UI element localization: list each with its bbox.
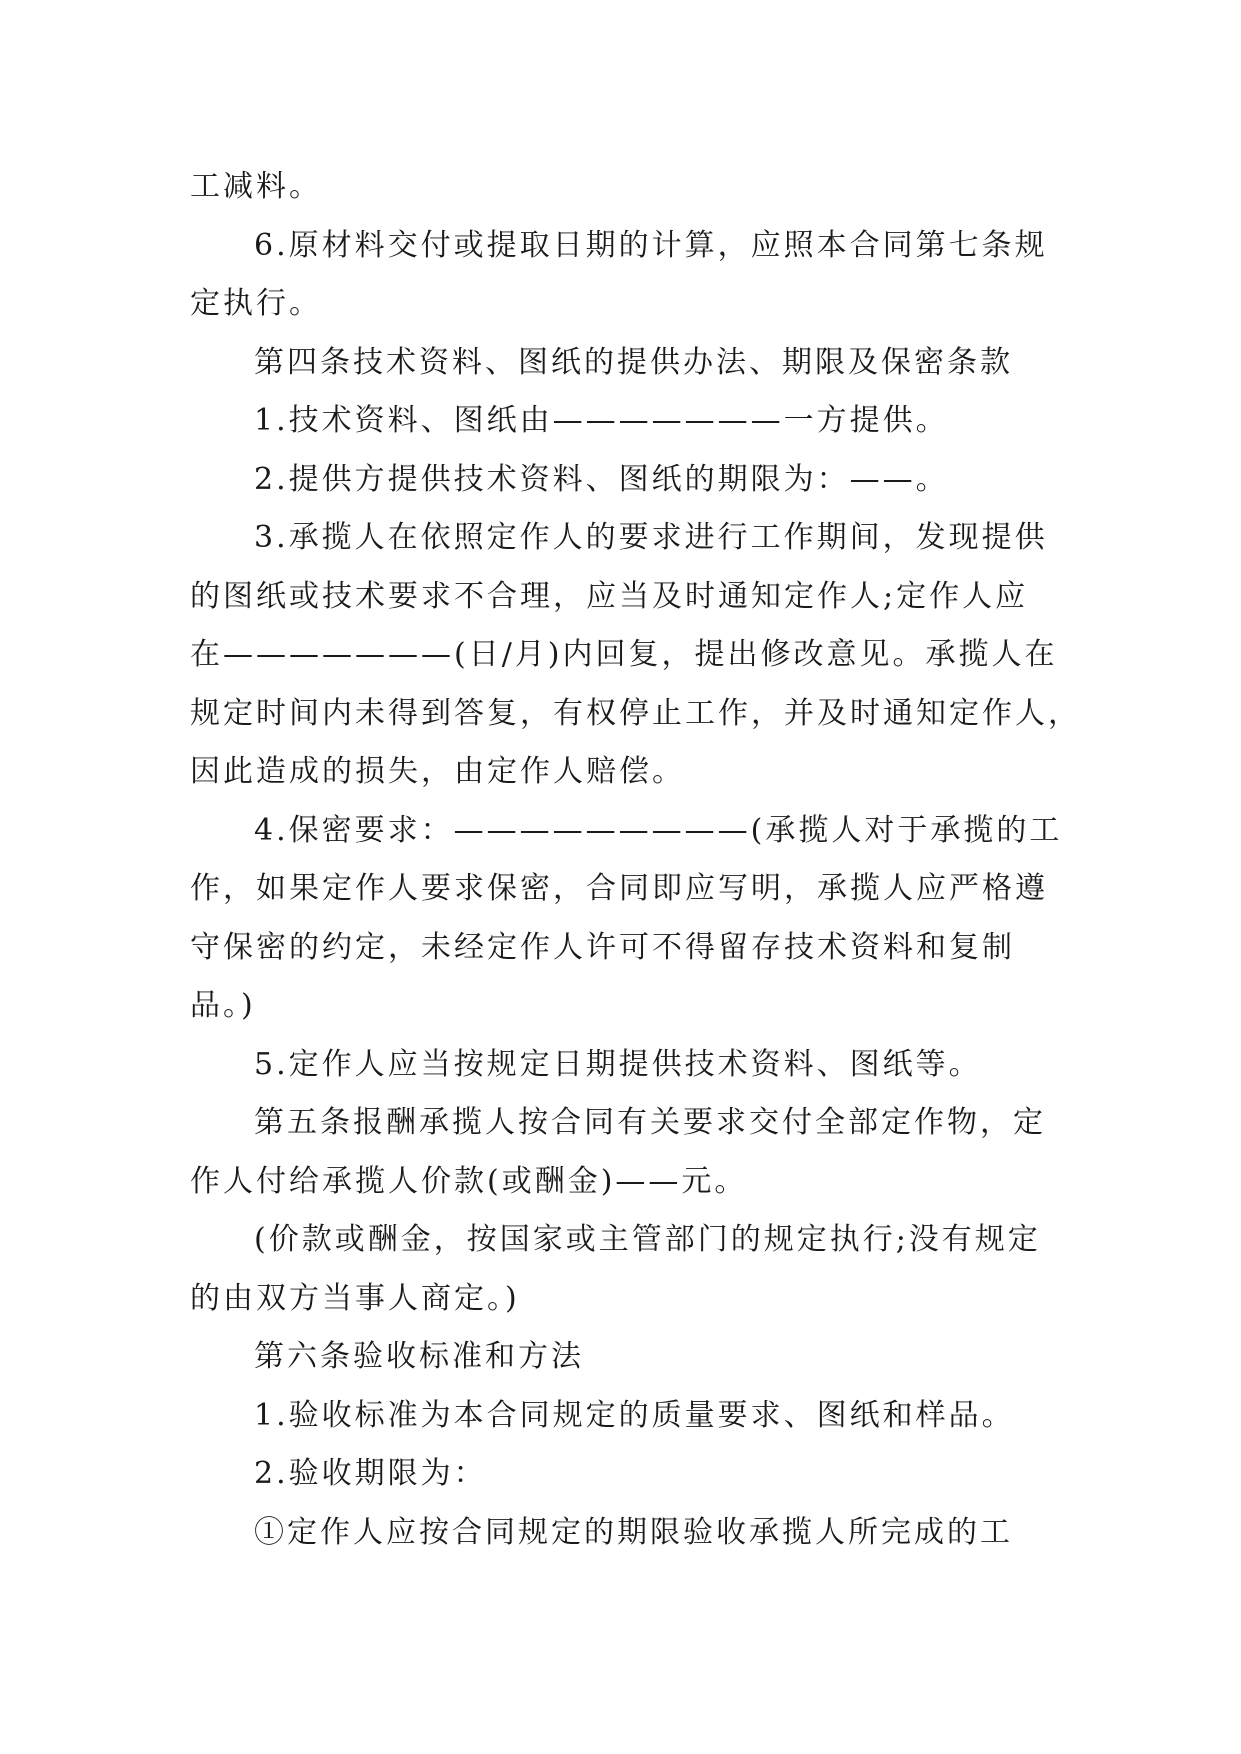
text-line: 的图纸或技术要求不合理，应当及时通知定作人;定作人应 (190, 578, 1029, 614)
text-line: 作人付给承揽人价款(或酬金)——元。 (190, 1163, 748, 1199)
text-line: 因此造成的损失，由定作人赔偿。 (190, 754, 685, 789)
text-line: 4.保密要求：—————————(承揽人对于承揽的工 (254, 812, 1063, 848)
text-line: 守保密的约定，未经定作人许可不得留存技术资料和复制 (190, 929, 1015, 965)
text-line: 的由双方当事人商定。) (190, 1280, 520, 1316)
text-line: 5.定作人应当按规定日期提供技术资料、图纸等。 (254, 1046, 982, 1082)
text-line: 1.技术资料、图纸由———————一方提供。 (254, 403, 949, 438)
text-line: 3.承揽人在依照定作人的要求进行工作期间，发现提供 (254, 520, 1048, 555)
text-line: 2.验收期限为： (254, 1456, 487, 1491)
text-line: 1.验收标准为本合同规定的质量要求、图纸和样品。 (254, 1397, 1015, 1433)
text-line: 第四条技术资料、图纸的提供办法、期限及保密条款 (254, 344, 1013, 380)
text-line: 在———————(日/月)内回复，提出修改意见。承揽人在 (190, 637, 1058, 672)
text-line: 作，如果定作人要求保密，合同即应写明，承揽人应严格遵 (190, 871, 1048, 906)
text-line: (价款或酬金，按国家或主管部门的规定执行;没有规定 (254, 1222, 1041, 1257)
text-line: ①定作人应按合同规定的期限验收承揽人所完成的工 (254, 1514, 1013, 1550)
text-line: 定执行。 (190, 286, 322, 321)
document-body (190, 158, 1081, 1562)
text-line: 工减料。 (190, 169, 322, 204)
text-line: 品。) (190, 988, 256, 1023)
text-line: 规定时间内未得到答复，有权停止工作，并及时通知定作人， (190, 695, 1081, 731)
text-line: 2.提供方提供技术资料、图纸的期限为：——。 (254, 461, 949, 497)
text-line: 第六条验收标准和方法 (254, 1339, 584, 1374)
text-line: 6.原材料交付或提取日期的计算，应照本合同第七条规 (254, 227, 1048, 263)
text-line: 第五条报酬承揽人按合同有关要求交付全部定作物，定 (254, 1105, 1046, 1140)
